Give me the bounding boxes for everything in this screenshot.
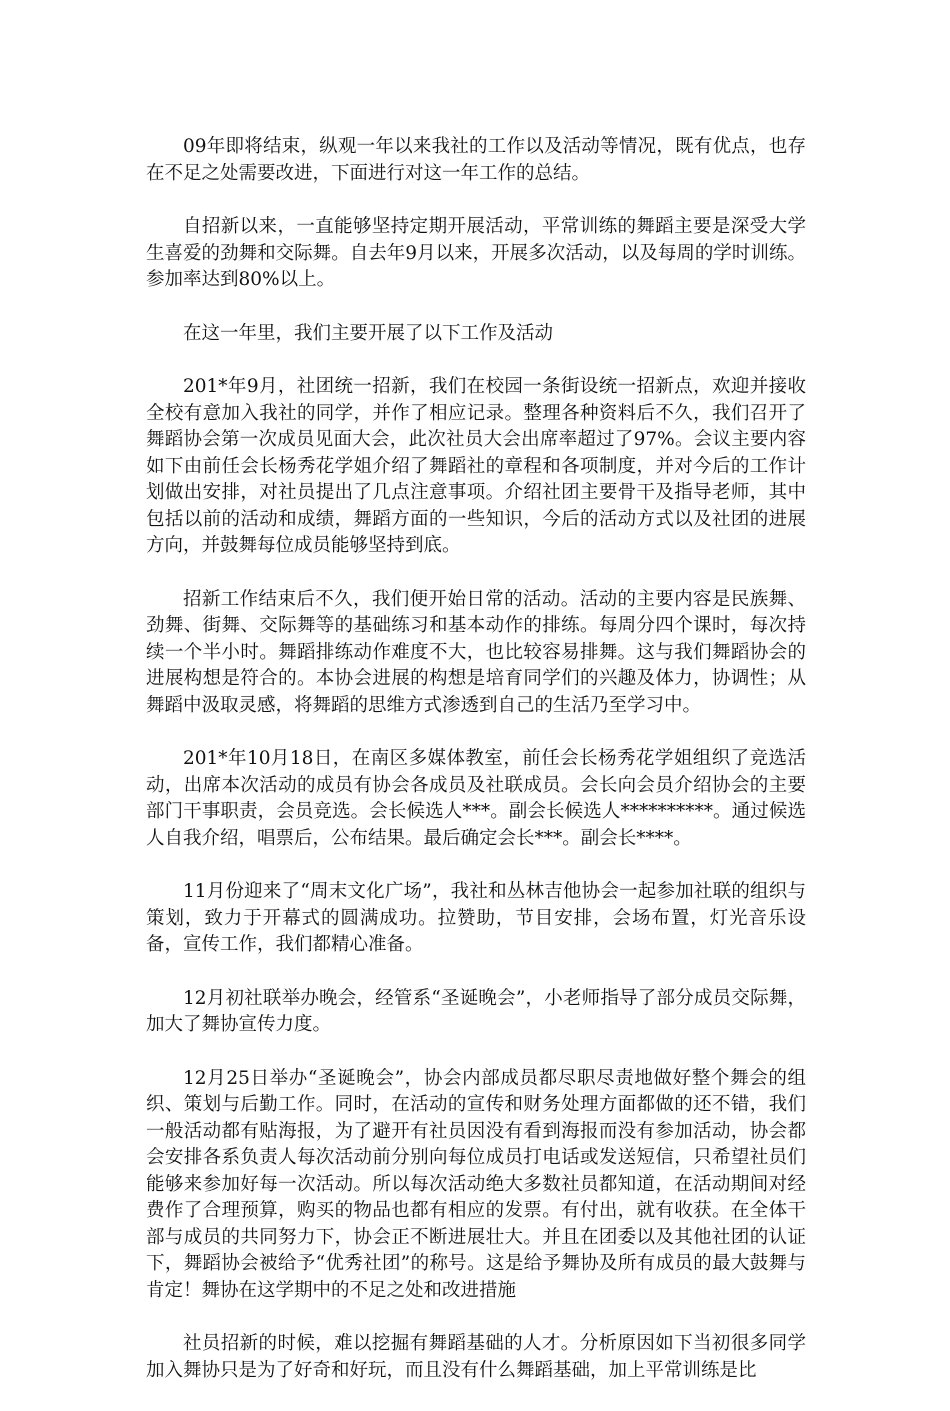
paragraph-activities-overview: 自招新以来，一直能够坚持定期开展活动，平常训练的舞蹈主要是深受大学生喜爱的劲舞和交际舞。自去年9月以来，开展多次活动，以及每周的学时训练。参加率达到80%以上。 [146, 216, 806, 290]
paragraph-christmas: 12月25日举办“圣诞晚会”，协会内部成员都尽职尽责地做好整个舞会的组织、策划与后勤工作。同时，在活动的宣传和财务处理方面都做的还不错，我们一般活动都有贴海报，为了避开有社员因没有看到海报而没有参加活动，协会都会安排各系负责人每次活动前分别向每位成员打电话或发送短信，只希望社员们能够来参加好每一次活动。所以每次活动绝大多数社员都知道，在活动期间对经费作了合理预算，购买的物品也都有相应的发票。有付出，就有收获。在全体干部与成员的共同努力下，协会正不断进展壮大。并且在团委以及其他社团的认证下，舞蹈协会被给予“优秀社团”的称号。这是给予舞协及所有成员的最大鼓舞与肯定！舞协在这学期中的不足之处和改进措施 [146, 1067, 806, 1301]
paragraph-recruitment: 201*年9月，社团统一招新，我们在校园一条街设统一招新点，欢迎并接收全校有意加入我社的同学，并作了相应记录。整理各种资料后不久，我们召开了舞蹈协会第一次成员见面大会，此次社员大会出席率超过了97%。会议主要内容如下由前任会长杨秀花学姐介绍了舞蹈社的章程和各项制度，并对今后的工作计划做出安排，对社员提出了几点注意事项。介绍社团主要骨干及指导老师，其中包括以前的活动和成绩，舞蹈方面的一些知识，今后的活动方式以及社团的进展方向，并鼓舞每位成员能够坚持到底。 [146, 376, 806, 556]
paragraph-election: 201*年10月18日，在南区多媒体教室，前任会长杨秀花学姐组织了竞选活动，出席本次活动的成员有协会各成员及社联成员。会长向会员介绍协会的主要部门干事职责，会员竞选。会长候选人***。副会长候选人**********。通过候选人自我介绍，唱票后，公布结果。最后确定会长***。副会长****。 [146, 748, 806, 849]
document-body [146, 134, 806, 1411]
paragraph-intro: 09年即将结束，纵观一年以来我社的工作以及活动等情况，既有优点，也存在不足之处需要改进，下面进行对这一年工作的总结。 [146, 136, 806, 184]
paragraph-work-heading: 在这一年里，我们主要开展了以下工作及活动 [183, 322, 554, 344]
paragraph-daily-activities: 招新工作结束后不久，我们便开始日常的活动。活动的主要内容是民族舞、劲舞、街舞、交际舞等的基础练习和基本动作的排练。每周分四个课时，每次持续一个半小时。舞蹈排练动作难度不大，也比较容易排舞。这与我们舞蹈协会的进展构想是符合的。本协会进展的构想是培育同学们的兴趣及体力，协调性；从舞蹈中汲取灵感，将舞蹈的思维方式渗透到自己的生活乃至学习中。 [146, 588, 806, 716]
paragraph-november: 11月份迎来了“周末文化广场”，我社和丛林吉他协会一起参加社联的组织与策划，致力于开幕式的圆满成功。拉赞助，节目安排，会场布置，灯光音乐设备，宣传工作，我们都精心准备。 [146, 881, 806, 955]
paragraph-shortcomings: 社员招新的时候，难以挖掘有舞蹈基础的人才。分析原因如下当初很多同学加入舞协只是为了好奇和好玩，而且没有什么舞蹈基础，加上平常训练是比 [146, 1333, 806, 1381]
paragraph-december-party: 12月初社联举办晚会，经管系“圣诞晚会”，小老师指导了部分成员交际舞，加大了舞协宣传力度。 [146, 987, 806, 1035]
